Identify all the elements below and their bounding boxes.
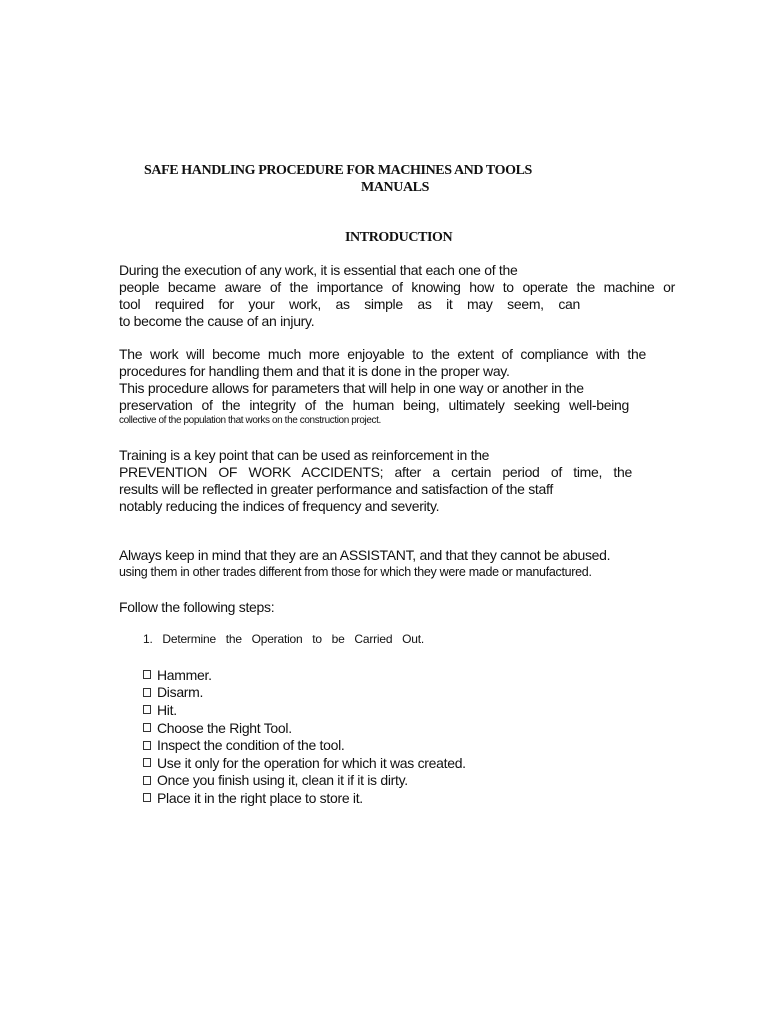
paragraph-assistant xyxy=(119,547,675,581)
paragraph-introduction xyxy=(119,262,675,330)
list-item xyxy=(143,684,466,702)
paragraph-line: collective of the population that works on the construction project. xyxy=(119,415,381,426)
checkbox-square-icon xyxy=(143,776,151,785)
list-item xyxy=(143,754,466,772)
list-item-label: Use it only for the operation for which it was created. xyxy=(157,754,466,771)
checklist xyxy=(143,666,466,807)
list-item xyxy=(143,719,466,737)
list-item-label: Once you finish using it, clean it if it is dirty. xyxy=(157,772,408,789)
list-item xyxy=(143,736,466,754)
list-item-label: Hit. xyxy=(157,701,177,718)
list-item xyxy=(143,789,466,807)
list-item-label: Place it in the right place to store it. xyxy=(157,789,363,806)
paragraph-compliance xyxy=(119,346,675,427)
paragraph-line: PREVENTION OF WORK ACCIDENTS; after a certain period of time, the xyxy=(119,464,632,480)
step-1: 1. Determine the Operation to be Carried Out. xyxy=(143,632,424,646)
paragraph-line: using them in other trades different from those for which they were made or manufactured. xyxy=(119,565,592,579)
paragraph-line: preservation of the integrity of the human being, ultimately seeking well-being xyxy=(119,397,629,413)
paragraph-line: This procedure allows for parameters that will help in one way or another in the xyxy=(119,380,584,396)
checkbox-square-icon xyxy=(143,758,151,767)
paragraph-line: Always keep in mind that they are an ASSISTANT, and that they cannot be abused. xyxy=(119,547,611,563)
document-title-line-1: SAFE HANDLING PROCEDURE FOR MACHINES AND TOOLS xyxy=(144,163,532,178)
paragraph-line: Follow the following steps: xyxy=(119,599,275,615)
paragraph-line: During the execution of any work, it is essential that each one of the xyxy=(119,262,518,278)
paragraph-line: notably reducing the indices of frequency and severity. xyxy=(119,498,440,514)
document-title-line-2: MANUALS xyxy=(361,180,429,195)
checkbox-square-icon xyxy=(143,670,151,679)
checkbox-square-icon xyxy=(143,793,151,802)
checkbox-square-icon xyxy=(143,723,151,732)
paragraph-training xyxy=(119,447,675,515)
paragraph-line: The work will become much more enjoyable to the extent of compliance with the xyxy=(119,346,646,362)
checkbox-square-icon xyxy=(143,741,151,750)
list-item xyxy=(143,701,466,719)
paragraph-line: procedures for handling them and that it is done in the proper way. xyxy=(119,363,510,379)
paragraph-line: results will be reflected in greater performance and satisfaction of the staff xyxy=(119,481,553,497)
list-item-label: Choose the Right Tool. xyxy=(157,719,292,736)
list-item xyxy=(143,772,466,790)
paragraph-line: tool required for your work, as simple as it may seem, can xyxy=(119,296,580,312)
checkbox-square-icon xyxy=(143,688,151,697)
list-item-label: Hammer. xyxy=(157,666,212,683)
paragraph-line: people became aware of the importance of knowing how to operate the machine or xyxy=(119,279,675,295)
list-item-label: Disarm. xyxy=(157,684,204,701)
section-heading: INTRODUCTION xyxy=(345,230,453,245)
paragraph-line: Training is a key point that can be used as reinforcement in the xyxy=(119,447,490,463)
checkbox-square-icon xyxy=(143,705,151,714)
list-item xyxy=(143,666,466,684)
list-item-label: Inspect the condition of the tool. xyxy=(157,737,345,754)
steps-intro xyxy=(119,599,675,616)
paragraph-line: to become the cause of an injury. xyxy=(119,313,315,329)
